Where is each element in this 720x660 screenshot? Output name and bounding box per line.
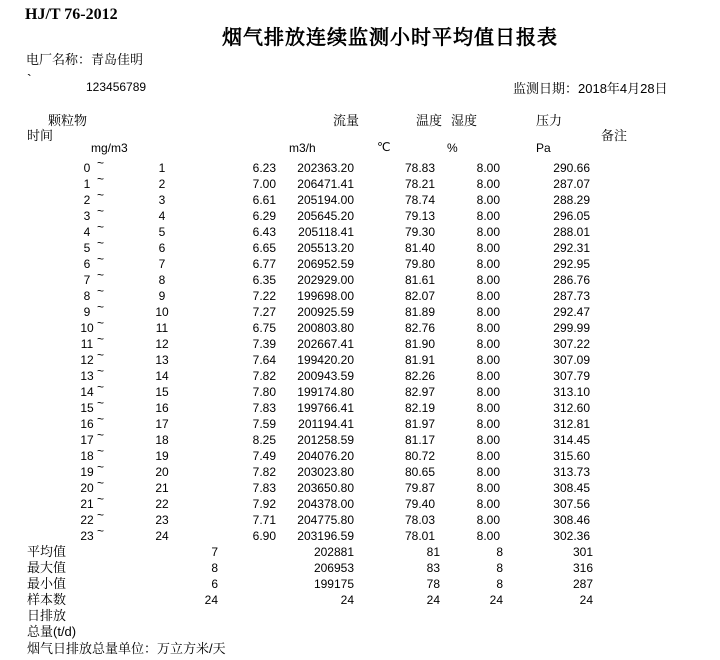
cell-hour-from: 19	[80, 465, 94, 479]
cell-humidity: 8.00	[476, 257, 500, 271]
table-row	[0, 348, 720, 368]
table-row	[0, 332, 720, 352]
summary-flow: 202881	[313, 545, 354, 559]
table-row	[0, 316, 720, 336]
table-row	[0, 252, 720, 272]
cell-temp: 78.83	[404, 161, 435, 175]
cell-pressure: 288.29	[553, 193, 590, 207]
cell-humidity: 8.00	[476, 433, 500, 447]
summary-label: 日排放	[27, 608, 67, 623]
table-row	[0, 444, 720, 464]
tilde-mark: ~	[97, 444, 105, 458]
cell-pressure: 299.99	[553, 321, 590, 335]
cell-humidity: 8.00	[476, 449, 500, 463]
summary-pressure: 24	[579, 593, 593, 607]
summary-label: 总量(t/d)	[27, 624, 77, 639]
cell-temp: 78.01	[404, 529, 435, 543]
cell-hour-to: 22	[155, 497, 169, 511]
cell-flow: 199698.00	[297, 289, 354, 303]
tilde-mark: ~	[97, 492, 105, 506]
cell-pm: 7.49	[252, 449, 276, 463]
col-header-remark: 备注	[601, 128, 628, 143]
cell-pm: 7.00	[252, 177, 276, 191]
cell-temp: 79.87	[404, 481, 435, 495]
cell-pressure: 315.60	[553, 449, 590, 463]
cell-flow: 206952.59	[297, 257, 354, 271]
summary-temp: 83	[426, 561, 440, 575]
unit-flow: m3/h	[289, 141, 316, 155]
cell-hour-from: 8	[83, 289, 91, 303]
cell-humidity: 8.00	[476, 177, 500, 191]
cell-pm: 6.43	[252, 225, 276, 239]
summary-temp: 78	[426, 577, 440, 591]
monitor-date-line: 监测日期：2018年4月28日	[513, 81, 668, 96]
unit-pressure: Pa	[536, 141, 551, 155]
table-row	[0, 508, 720, 528]
cell-flow: 201258.59	[297, 433, 354, 447]
cell-hour-to: 24	[155, 529, 169, 543]
report-title: 烟气排放连续监测小时平均值日报表	[222, 27, 558, 49]
table-row	[0, 364, 720, 384]
cell-temp: 80.72	[404, 449, 435, 463]
cell-flow: 204076.20	[297, 449, 354, 463]
cell-temp: 82.76	[404, 321, 435, 335]
cell-pressure: 312.60	[553, 401, 590, 415]
cell-hour-to: 7	[158, 257, 166, 271]
cell-temp: 81.91	[404, 353, 435, 367]
tilde-mark: ~	[97, 332, 105, 346]
cell-pressure: 290.66	[553, 161, 590, 175]
cell-pm: 8.25	[252, 433, 276, 447]
cell-temp: 79.80	[404, 257, 435, 271]
tilde-mark: ~	[97, 380, 105, 394]
summary-temp: 81	[426, 545, 440, 559]
cell-pm: 7.82	[252, 369, 276, 383]
cell-pressure: 307.79	[553, 369, 590, 383]
summary-humidity: 24	[489, 593, 503, 607]
cell-pressure: 292.47	[553, 305, 590, 319]
cell-pm: 6.35	[252, 273, 276, 287]
tilde-mark: ~	[97, 204, 105, 218]
cell-humidity: 8.00	[476, 401, 500, 415]
cell-hour-from: 2	[83, 193, 91, 207]
cell-pm: 6.65	[252, 241, 276, 255]
summary-pm: 24	[204, 593, 218, 607]
summary-humidity: 8	[496, 561, 503, 575]
cell-flow: 205118.41	[298, 225, 354, 239]
col-header-pressure: 压力	[536, 113, 563, 128]
tilde-mark: ~	[97, 172, 105, 186]
cell-humidity: 8.00	[476, 529, 500, 543]
cell-hour-to: 13	[155, 353, 169, 367]
col-header-temp: 温度	[416, 113, 443, 128]
cell-pm: 7.80	[252, 385, 276, 399]
tilde-mark: ~	[97, 220, 105, 234]
cell-humidity: 8.00	[476, 289, 500, 303]
cell-temp: 81.40	[404, 241, 435, 255]
summary-label: 样本数	[27, 592, 67, 607]
cell-humidity: 8.00	[476, 225, 500, 239]
standard-number: HJ/T 76-2012	[25, 6, 118, 23]
cell-hour-to: 2	[158, 177, 166, 191]
summary-pressure: 316	[572, 561, 593, 575]
cell-pm: 6.29	[252, 209, 276, 223]
cell-hour-from: 4	[83, 225, 91, 239]
col-header-time: 时间	[27, 128, 54, 143]
cell-hour-to: 5	[158, 225, 166, 239]
tilde-mark: ~	[97, 284, 105, 298]
table-row	[0, 492, 720, 512]
summary-pm: 7	[211, 545, 218, 559]
cell-pm: 7.22	[252, 289, 276, 303]
summary-humidity: 8	[496, 545, 503, 559]
cell-pressure: 287.07	[553, 177, 590, 191]
cell-pressure: 292.95	[553, 257, 590, 271]
cell-hour-from: 6	[83, 257, 91, 271]
cell-hour-from: 15	[80, 401, 94, 415]
cell-hour-to: 6	[158, 241, 166, 255]
cell-hour-from: 23	[80, 529, 94, 543]
cell-temp: 80.65	[404, 465, 435, 479]
unit-temp: ℃	[377, 140, 391, 154]
tilde-mark: ~	[97, 268, 105, 282]
cell-humidity: 8.00	[476, 337, 500, 351]
cell-humidity: 8.00	[476, 209, 500, 223]
cell-humidity: 8.00	[476, 513, 500, 527]
cell-hour-from: 10	[80, 321, 94, 335]
cell-hour-to: 12	[155, 337, 169, 351]
cell-temp: 82.26	[404, 369, 435, 383]
tilde-mark: ~	[97, 364, 105, 378]
cell-hour-to: 4	[158, 209, 166, 223]
cell-flow: 201194.41	[298, 417, 354, 431]
cell-humidity: 8.00	[476, 305, 500, 319]
cell-flow: 199174.80	[297, 385, 354, 399]
cell-hour-from: 1	[83, 177, 91, 191]
cell-flow: 205194.00	[297, 193, 354, 207]
cell-humidity: 8.00	[476, 497, 500, 511]
summary-pm: 6	[211, 577, 218, 591]
cell-pm: 7.92	[252, 497, 276, 511]
cell-hour-from: 22	[80, 513, 94, 527]
cell-hour-to: 14	[155, 369, 169, 383]
tick-mark: `	[27, 71, 32, 87]
summary-flow: 24	[340, 593, 354, 607]
cell-flow: 204378.00	[297, 497, 354, 511]
cell-hour-to: 17	[155, 417, 169, 431]
cell-flow: 205645.20	[297, 209, 354, 223]
cell-temp: 82.97	[404, 385, 435, 399]
tilde-mark: ~	[97, 460, 105, 474]
col-header-humidity: 湿度	[451, 113, 478, 128]
cell-hour-from: 13	[80, 369, 94, 383]
col-header-flow: 流量	[333, 113, 360, 128]
cell-pm: 6.77	[252, 257, 276, 271]
cell-humidity: 8.00	[476, 385, 500, 399]
cell-flow: 202363.20	[297, 161, 354, 175]
table-row	[0, 188, 720, 208]
cell-temp: 79.40	[404, 497, 435, 511]
cell-pressure: 296.05	[553, 209, 590, 223]
cell-hour-to: 20	[155, 465, 169, 479]
cell-hour-to: 19	[155, 449, 169, 463]
cell-pressure: 314.45	[553, 433, 590, 447]
cell-pressure: 313.10	[553, 385, 590, 399]
cell-pressure: 292.31	[553, 241, 590, 255]
cell-humidity: 8.00	[476, 273, 500, 287]
summary-temp: 24	[426, 593, 440, 607]
cell-pressure: 302.36	[553, 529, 590, 543]
cell-hour-from: 21	[80, 497, 94, 511]
summary-row	[0, 544, 720, 560]
tilde-mark: ~	[97, 252, 105, 266]
table-row	[0, 284, 720, 304]
summary-pm: 8	[211, 561, 218, 575]
summary-label: 最大值	[27, 560, 67, 575]
cell-hour-to: 8	[158, 273, 166, 287]
cell-pressure: 308.45	[553, 481, 590, 495]
cell-hour-from: 0	[83, 161, 91, 175]
cell-flow: 200925.59	[297, 305, 354, 319]
table-row	[0, 300, 720, 320]
cell-pm: 7.39	[252, 337, 276, 351]
cell-flow: 200803.80	[297, 321, 354, 335]
tilde-mark: ~	[97, 524, 105, 538]
cell-hour-from: 11	[80, 337, 94, 351]
cell-pressure: 313.73	[553, 465, 590, 479]
cell-humidity: 8.00	[476, 241, 500, 255]
summary-row	[0, 576, 720, 592]
cell-hour-from: 7	[83, 273, 91, 287]
cell-hour-from: 3	[83, 209, 91, 223]
cell-hour-to: 11	[155, 321, 169, 335]
tilde-mark: ~	[97, 348, 105, 362]
cell-humidity: 8.00	[476, 193, 500, 207]
cell-hour-to: 16	[155, 401, 169, 415]
cell-hour-to: 15	[155, 385, 169, 399]
cell-pm: 6.75	[252, 321, 276, 335]
cell-hour-from: 14	[80, 385, 94, 399]
cell-pm: 7.82	[252, 465, 276, 479]
cell-humidity: 8.00	[476, 161, 500, 175]
cell-hour-to: 18	[155, 433, 169, 447]
table-row	[0, 172, 720, 192]
cell-flow: 203650.80	[297, 481, 354, 495]
tilde-mark: ~	[97, 188, 105, 202]
cell-pressure: 308.46	[553, 513, 590, 527]
table-row	[0, 460, 720, 480]
cell-humidity: 8.00	[476, 353, 500, 367]
cell-flow: 202667.41	[297, 337, 354, 351]
summary-pressure: 287	[572, 577, 593, 591]
footer-note: 烟气日排放总量单位：万立方米/天	[27, 641, 226, 656]
cell-humidity: 8.00	[476, 481, 500, 495]
col-header-pm: 颗粒物	[48, 113, 88, 128]
table-row	[0, 476, 720, 496]
summary-pressure: 301	[572, 545, 593, 559]
cell-humidity: 8.00	[476, 369, 500, 383]
cell-hour-from: 5	[83, 241, 91, 255]
cell-pressure: 307.22	[553, 337, 590, 351]
cell-temp: 81.61	[404, 273, 435, 287]
summary-row	[0, 592, 720, 608]
summary-label: 最小值	[27, 576, 67, 591]
cell-pm: 7.27	[252, 305, 276, 319]
cell-pressure: 307.56	[553, 497, 590, 511]
cell-pm: 7.59	[252, 417, 276, 431]
tilde-mark: ~	[97, 156, 105, 170]
cell-temp: 78.03	[404, 513, 435, 527]
cell-pm: 7.64	[252, 353, 276, 367]
cell-pm: 6.23	[252, 161, 276, 175]
cell-temp: 82.19	[404, 401, 435, 415]
cell-temp: 79.30	[404, 225, 435, 239]
cell-humidity: 8.00	[476, 321, 500, 335]
tilde-mark: ~	[97, 476, 105, 490]
tilde-mark: ~	[97, 316, 105, 330]
summary-humidity: 8	[496, 577, 503, 591]
cell-pressure: 287.73	[553, 289, 590, 303]
cell-temp: 81.97	[404, 417, 435, 431]
cell-hour-to: 10	[155, 305, 169, 319]
cell-flow: 203196.59	[297, 529, 354, 543]
cell-flow: 200943.59	[297, 369, 354, 383]
cell-pm: 7.71	[252, 513, 276, 527]
cell-temp: 79.13	[404, 209, 435, 223]
tilde-mark: ~	[97, 428, 105, 442]
cell-flow: 205513.20	[297, 241, 354, 255]
table-row	[0, 380, 720, 400]
table-row	[0, 268, 720, 288]
cell-hour-to: 9	[158, 289, 166, 303]
cell-hour-from: 18	[80, 449, 94, 463]
cell-hour-from: 9	[83, 305, 91, 319]
summary-label: 平均值	[27, 544, 67, 559]
cell-pressure: 286.76	[553, 273, 590, 287]
table-row	[0, 236, 720, 256]
tilde-mark: ~	[97, 412, 105, 426]
cell-hour-from: 16	[80, 417, 94, 431]
cell-humidity: 8.00	[476, 417, 500, 431]
table-row	[0, 204, 720, 224]
cell-flow: 199420.20	[297, 353, 354, 367]
table-row	[0, 156, 720, 176]
cell-flow: 204775.80	[297, 513, 354, 527]
cell-hour-from: 20	[80, 481, 94, 495]
summary-flow: 206953	[313, 561, 354, 575]
plant-code: 123456789	[86, 80, 147, 94]
cell-hour-to: 23	[155, 513, 169, 527]
plant-name-line: 电厂名称：青岛佳明	[26, 52, 144, 67]
table-row	[0, 412, 720, 432]
tilde-mark: ~	[97, 300, 105, 314]
tilde-mark: ~	[97, 508, 105, 522]
cell-temp: 82.07	[404, 289, 435, 303]
cell-pm: 6.61	[252, 193, 276, 207]
unit-pm: mg/m3	[91, 141, 128, 155]
cell-flow: 199766.41	[297, 401, 354, 415]
unit-humidity: %	[447, 141, 458, 155]
table-row	[0, 428, 720, 448]
cell-temp: 78.74	[404, 193, 435, 207]
cell-pressure: 288.01	[553, 225, 590, 239]
table-row	[0, 524, 720, 544]
cell-temp: 81.17	[404, 433, 435, 447]
summary-row	[0, 608, 720, 624]
cell-flow: 203023.80	[297, 465, 354, 479]
tilde-mark: ~	[97, 396, 105, 410]
cell-hour-from: 17	[80, 433, 94, 447]
cell-pm: 6.90	[252, 529, 276, 543]
summary-row	[0, 560, 720, 576]
cell-hour-from: 12	[80, 353, 94, 367]
tilde-mark: ~	[97, 236, 105, 250]
cell-hour-to: 1	[158, 161, 166, 175]
cell-humidity: 8.00	[476, 465, 500, 479]
cell-pm: 7.83	[252, 401, 276, 415]
cell-hour-to: 3	[158, 193, 166, 207]
table-row	[0, 220, 720, 240]
cell-hour-to: 21	[155, 481, 169, 495]
cell-pressure: 307.09	[553, 353, 590, 367]
cell-temp: 78.21	[404, 177, 435, 191]
cell-temp: 81.90	[404, 337, 435, 351]
cell-flow: 206471.41	[297, 177, 354, 191]
cell-temp: 81.89	[404, 305, 435, 319]
cell-pressure: 312.81	[553, 417, 590, 431]
cell-pm: 7.83	[252, 481, 276, 495]
table-row	[0, 396, 720, 416]
cell-flow: 202929.00	[297, 273, 354, 287]
summary-flow: 199175	[313, 577, 354, 591]
